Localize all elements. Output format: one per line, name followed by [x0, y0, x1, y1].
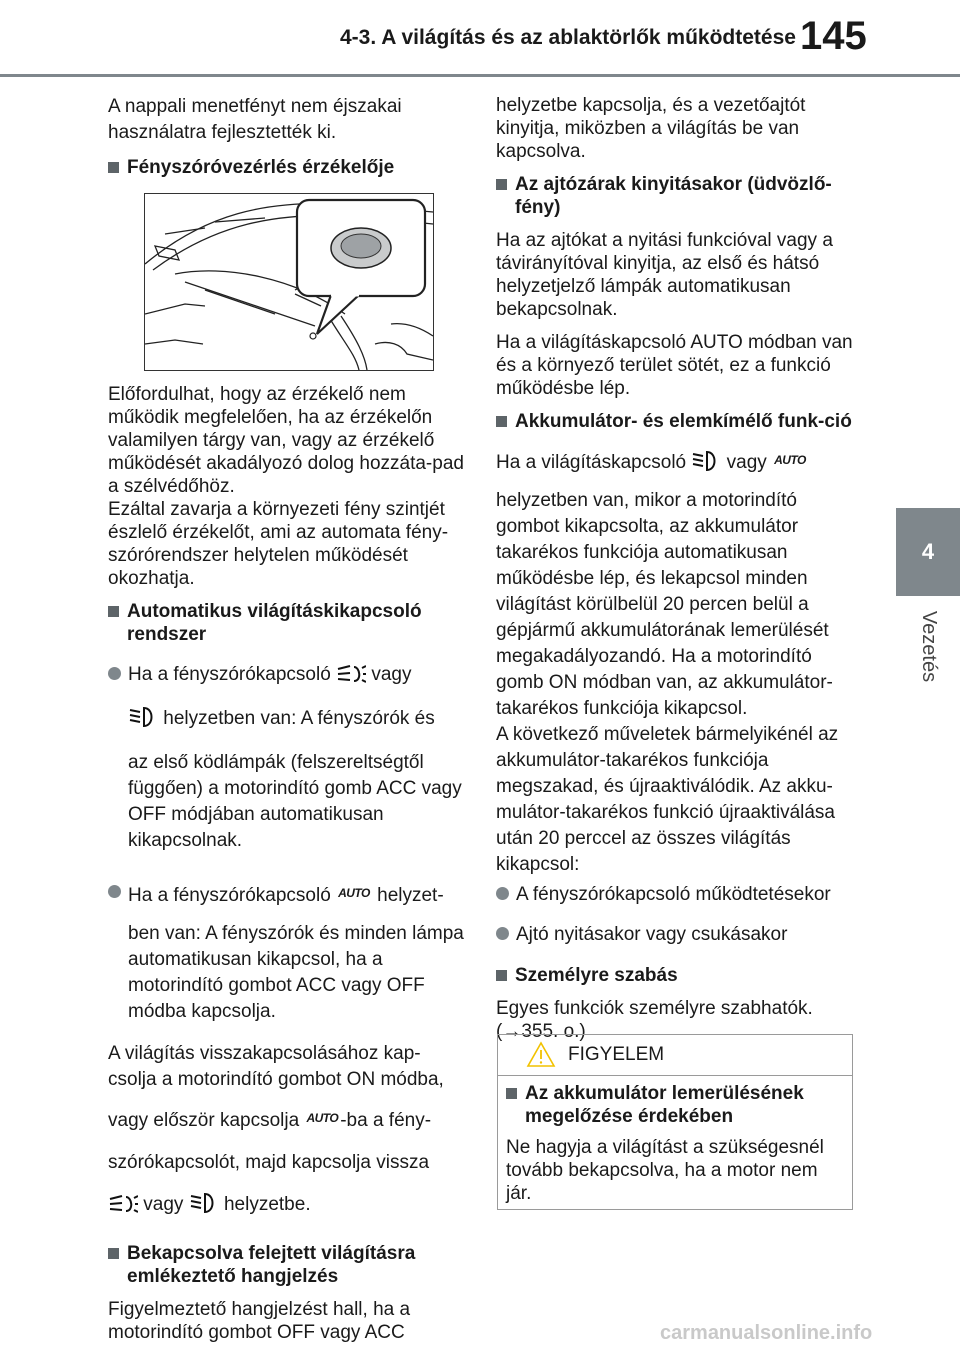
section-heading-saver: [496, 410, 856, 433]
right-column: [496, 94, 856, 1053]
heading-text: Bekapcsolva felejtett világításra emlékeztető hangjelzés: [127, 1243, 416, 1287]
reminder-continued: helyzetbe kapcsolja, és a vezetőajtót kinyitja, miközben a világítás be van kapcsolva.: [496, 95, 806, 162]
windshield-sensor-drawing: [145, 194, 433, 370]
auto-icon: AUTO: [338, 886, 370, 900]
text: vagy: [726, 452, 767, 473]
header-rule: [0, 74, 960, 77]
bullet-item: [496, 882, 856, 916]
headlight-icon: [128, 706, 158, 736]
round-bullet-icon: [108, 885, 121, 898]
saver-paragraph-2: A következő műveletek bármelyikénél az akkumulátor-takarékos funkciója megszakad, és újraaktiválódik. Az akku-mulátor-takarékos funkció újraaktiválása után 20 perccel az összes világítás kikapcsol:: [496, 724, 839, 875]
headlight-icon: [336, 664, 366, 692]
round-bullet-icon: [496, 887, 509, 900]
reminder-paragraph: Figyelmeztető hangjelzést hall, ha a motorindító gombot OFF vagy ACC: [108, 1299, 411, 1343]
warning-label: FIGYELEM: [568, 1044, 665, 1065]
square-bullet-icon: [506, 1088, 517, 1099]
welcome-paragraph-2: Ha a világításkapcsoló AUTO módban van és a környező terület sötét, ez a funkció működésbe lép.: [496, 332, 853, 399]
warning-body: [498, 1076, 852, 1205]
text: vagy: [371, 664, 412, 685]
header-title: 4-3. A világítás és az ablaktörlők működtetése: [340, 26, 796, 49]
text: helyzetbe.: [223, 1194, 311, 1215]
headlight-icon: [108, 1194, 138, 1222]
text: Ha a világításkapcsoló: [496, 452, 687, 473]
sensor-illustration: [144, 193, 434, 371]
chapter-label-text: Vezetés: [918, 610, 941, 682]
bullet-item: [496, 922, 856, 956]
sensor-paragraph-1: Előfordulhat, hogy az érzékelő nem működik megfelelően, ha az érzékelőn valamilyen tárgy van, vagy az érzékelő működését akadályozó dolog hozzáta-pad a szélvédőhöz.: [108, 384, 464, 497]
square-bullet-icon: [108, 1248, 119, 1259]
heading-text: Személyre szabás: [515, 965, 678, 986]
headlight-icon: [189, 1192, 219, 1222]
text: -ba a fény-: [340, 1110, 432, 1131]
watermark: carmanualsonline.info: [660, 1322, 873, 1344]
chapter-label: [915, 604, 943, 688]
text: ben van: A fényszórók és minden lámpa automatikusan kikapcsol, ha a motorindító gombot ACC vagy OFF módba kapcsolja.: [128, 923, 464, 1022]
text: az első ködlámpák (felszereltségtől függően) a motorindító gomb ACC vagy OFF módjában automatikusan kikapcsolnak.: [128, 752, 462, 851]
warning-text: Ne hagyja a világítást a szükségesnél tovább bekapcsolva, ha a motor nem jár.: [506, 1137, 824, 1204]
text: Ajtó nyitásakor vagy csukásakor: [516, 924, 788, 945]
section-heading-customization: [496, 964, 856, 987]
saver-paragraph: helyzetben van, mikor a motorindító gombot kikapcsolta, az akkumulátor takarékos funkciója automatikusan működésbe lép, és lekapcsol minden világítást körülbelül 20 percen belül a gépjármű akkumulátorának lemerülését megakadályozandó. Ha a motorindító gomb ON módban van, az akkumulátor-takarékos funkciója kikapcsol.: [496, 490, 833, 719]
round-bullet-icon: [496, 927, 509, 940]
heading-text: Automatikus világításkikapcsoló rendszer: [127, 601, 422, 645]
page-number: 145: [800, 14, 867, 58]
left-column: [108, 94, 468, 1354]
heading-text: Akkumulátor- és elemkímélő funk-ció: [515, 411, 852, 432]
chapter-tab: 4: [896, 508, 960, 596]
warning-box: [497, 1034, 853, 1210]
section-heading-sensor: [108, 156, 468, 179]
heading-text: Fényszóróvezérlés érzékelője: [127, 157, 395, 178]
square-bullet-icon: [496, 416, 507, 427]
text: vagy: [143, 1194, 184, 1215]
square-bullet-icon: [496, 970, 507, 981]
text: vagy először kapcsolja: [108, 1110, 300, 1131]
warning-header: [498, 1035, 852, 1076]
customization-paragraph: Egyes funkciók személyre szabhatók. (→355. o.): [496, 998, 813, 1042]
text: helyzet-: [377, 885, 444, 906]
bullet-item: [108, 662, 468, 862]
sensor-paragraph-2: Ezáltal zavarja a környezeti fény szintjét észlelő érzékelőt, ami az automata fény-szórórendszer helytelen működését okozhatja.: [108, 499, 449, 589]
bullet-item: [108, 880, 468, 1033]
welcome-paragraph-1: Ha az ajtókat a nyitási funkcióval vagy a távirányítóval kinyitja, az első és hátsó helyzetjelző lámpák automatikusan bekapcsolnak.: [496, 230, 833, 320]
text: A fényszórókapcsoló működtetésekor: [516, 884, 831, 905]
section-heading-auto-off: [108, 600, 468, 646]
text: helyzetben van: A fényszórók és: [163, 708, 435, 729]
square-bullet-icon: [108, 162, 119, 173]
restore-paragraph-d: szórókapcsolót, majd kapcsolja vissza: [108, 1152, 430, 1173]
heading-text: Az ajtózárak kinyitásakor (üdvözlő-fény): [515, 174, 832, 218]
headlight-icon: [691, 450, 721, 480]
heading-text: Az akkumulátor lemerülésének megelőzése érdekében: [525, 1083, 804, 1127]
warning-heading: [506, 1082, 844, 1128]
auto-icon: AUTO: [774, 453, 806, 467]
restore-paragraph-a: A világítás visszakapcsolásához kap-csolja a motorindító gombot ON módba,: [108, 1043, 444, 1090]
text: Ha a fényszórókapcsoló: [128, 664, 331, 685]
intro-paragraph: A nappali menetfényt nem éjszakai használatra fejlesztették ki.: [108, 96, 402, 143]
square-bullet-icon: [496, 179, 507, 190]
text: Ha a fényszórókapcsoló: [128, 885, 331, 906]
section-heading-reminder: [108, 1242, 468, 1288]
auto-icon: AUTO: [306, 1111, 339, 1125]
warning-triangle-icon: [526, 1041, 556, 1073]
round-bullet-icon: [108, 667, 121, 680]
section-heading-welcome: [496, 173, 856, 219]
square-bullet-icon: [108, 606, 119, 617]
